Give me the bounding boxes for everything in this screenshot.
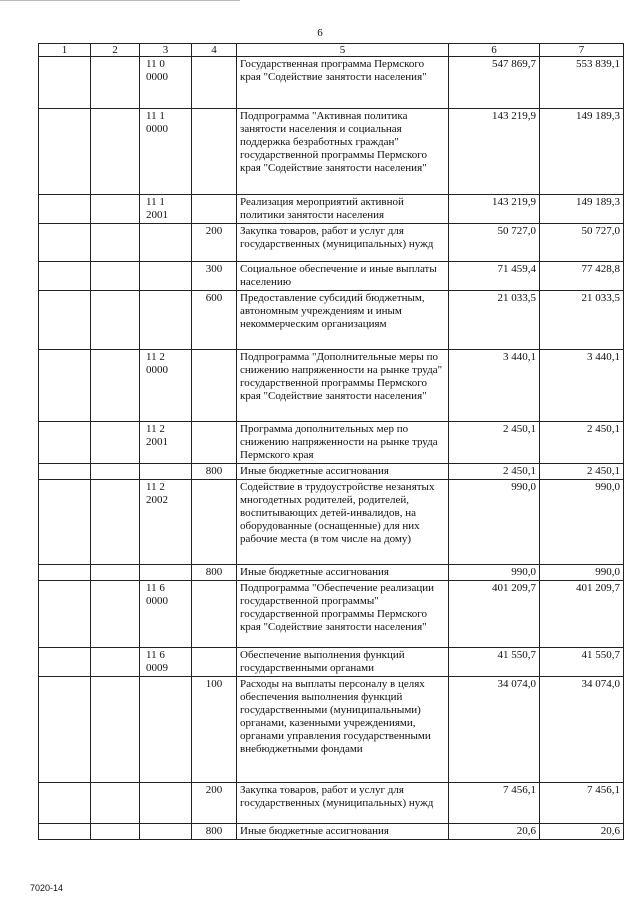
cell-col1	[39, 109, 91, 195]
cell-col2	[91, 581, 140, 648]
cell-col2	[91, 480, 140, 565]
cell-name: Социальное обеспечение и иные выплаты населению	[237, 262, 449, 291]
footer-code: 7020-14	[30, 883, 64, 893]
cell-name: Программа дополнительных мер по снижению напряженности на рынке труда Пермского края	[237, 422, 449, 464]
cell-target-code	[140, 565, 192, 581]
cell-amount-col6: 21 033,5	[449, 291, 540, 350]
cell-col2	[91, 224, 140, 262]
cell-amount-col6: 71 459,4	[449, 262, 540, 291]
header-row	[39, 44, 624, 57]
budget-table	[38, 43, 624, 840]
column-header: 6	[449, 44, 540, 57]
cell-target-code: 11 6 0009	[140, 648, 192, 677]
cell-expense-type: 800	[192, 565, 237, 581]
cell-name: Иные бюджетные ассигнования	[237, 464, 449, 480]
cell-name: Обеспечение выполнения функций государственными органами	[237, 648, 449, 677]
cell-name: Государственная программа Пермского края "Содействие занятости населения"	[237, 57, 449, 109]
cell-name: Закупка товаров, работ и услуг для государственных (муниципальных) нужд	[237, 783, 449, 824]
cell-target-code: 11 2 2001	[140, 422, 192, 464]
cell-amount-col7: 990,0	[540, 565, 624, 581]
cell-col2	[91, 422, 140, 464]
cell-amount-col7: 20,6	[540, 824, 624, 840]
cell-target-code	[140, 783, 192, 824]
cell-target-code: 11 1 0000	[140, 109, 192, 195]
cell-col2	[91, 195, 140, 224]
cell-amount-col6: 547 869,7	[449, 57, 540, 109]
column-header: 7	[540, 44, 624, 57]
cell-target-code	[140, 824, 192, 840]
cell-amount-col7: 2 450,1	[540, 422, 624, 464]
cell-col1	[39, 422, 91, 464]
cell-amount-col6: 41 550,7	[449, 648, 540, 677]
cell-amount-col7: 3 440,1	[540, 350, 624, 422]
cell-amount-col7: 77 428,8	[540, 262, 624, 291]
cell-expense-type: 100	[192, 677, 237, 783]
cell-amount-col6: 7 456,1	[449, 783, 540, 824]
cell-expense-type: 300	[192, 262, 237, 291]
cell-target-code: 11 2 2002	[140, 480, 192, 565]
cell-col2	[91, 109, 140, 195]
table-row	[39, 824, 624, 840]
cell-target-code	[140, 464, 192, 480]
cell-amount-col7: 50 727,0	[540, 224, 624, 262]
cell-amount-col6: 990,0	[449, 480, 540, 565]
cell-amount-col6: 20,6	[449, 824, 540, 840]
cell-amount-col7: 7 456,1	[540, 783, 624, 824]
table-row	[39, 422, 624, 464]
cell-expense-type: 600	[192, 291, 237, 350]
cell-col1	[39, 224, 91, 262]
cell-target-code	[140, 677, 192, 783]
table-row	[39, 262, 624, 291]
cell-col1	[39, 464, 91, 480]
cell-col2	[91, 464, 140, 480]
cell-name: Реализация мероприятий активной политики занятости населения	[237, 195, 449, 224]
cell-amount-col6: 143 219,9	[449, 195, 540, 224]
cell-amount-col7: 401 209,7	[540, 581, 624, 648]
cell-amount-col6: 143 219,9	[449, 109, 540, 195]
table-row	[39, 677, 624, 783]
cell-amount-col7: 34 074,0	[540, 677, 624, 783]
table-row	[39, 195, 624, 224]
cell-expense-type	[192, 480, 237, 565]
cell-amount-col7: 149 189,3	[540, 109, 624, 195]
cell-col2	[91, 565, 140, 581]
table-row	[39, 57, 624, 109]
cell-target-code: 11 6 0000	[140, 581, 192, 648]
cell-name: Предоставление субсидий бюджетным, автономным учреждениям и иным некоммерческим организациям	[237, 291, 449, 350]
page-number: 6	[317, 27, 323, 39]
cell-col2	[91, 291, 140, 350]
column-header: 2	[91, 44, 140, 57]
cell-expense-type	[192, 422, 237, 464]
cell-target-code	[140, 262, 192, 291]
cell-name: Расходы на выплаты персоналу в целях обеспечения выполнения функций государственными (муниципальными) органами, казенными учреждениями, органами управления государственными внебюджетными фондами	[237, 677, 449, 783]
cell-col2	[91, 57, 140, 109]
table-row	[39, 291, 624, 350]
cell-target-code	[140, 291, 192, 350]
table-row	[39, 224, 624, 262]
cell-col1	[39, 565, 91, 581]
cell-expense-type	[192, 581, 237, 648]
cell-expense-type	[192, 648, 237, 677]
column-header: 5	[237, 44, 449, 57]
cell-col1	[39, 677, 91, 783]
cell-expense-type	[192, 109, 237, 195]
cell-expense-type: 200	[192, 783, 237, 824]
cell-expense-type: 800	[192, 464, 237, 480]
cell-col2	[91, 648, 140, 677]
cell-amount-col7: 990,0	[540, 480, 624, 565]
table-row	[39, 464, 624, 480]
cell-amount-col6: 3 440,1	[449, 350, 540, 422]
cell-col1	[39, 480, 91, 565]
cell-expense-type	[192, 195, 237, 224]
cell-col1	[39, 648, 91, 677]
cell-amount-col6: 2 450,1	[449, 464, 540, 480]
table-row	[39, 350, 624, 422]
top-rule	[0, 0, 240, 1]
cell-name: Подпрограмма "Дополнительные меры по снижению напряженности на рынке труда" государственной программы Пермского края "Содействие занятости населения"	[237, 350, 449, 422]
cell-amount-col6: 34 074,0	[449, 677, 540, 783]
cell-col1	[39, 291, 91, 350]
cell-amount-col7: 149 189,3	[540, 195, 624, 224]
cell-amount-col6: 2 450,1	[449, 422, 540, 464]
cell-col1	[39, 195, 91, 224]
cell-expense-type: 800	[192, 824, 237, 840]
cell-col1	[39, 581, 91, 648]
column-header: 1	[39, 44, 91, 57]
cell-col1	[39, 350, 91, 422]
cell-expense-type	[192, 57, 237, 109]
cell-col1	[39, 783, 91, 824]
cell-amount-col7: 21 033,5	[540, 291, 624, 350]
cell-amount-col7: 41 550,7	[540, 648, 624, 677]
cell-col1	[39, 262, 91, 291]
cell-col1	[39, 824, 91, 840]
cell-name: Закупка товаров, работ и услуг для государственных (муниципальных) нужд	[237, 224, 449, 262]
cell-col2	[91, 350, 140, 422]
table-row	[39, 581, 624, 648]
cell-name: Подпрограмма "Обеспечение реализации государственной программы" государственной программы Пермского края "Содействие занятости населения"	[237, 581, 449, 648]
cell-name: Иные бюджетные ассигнования	[237, 824, 449, 840]
cell-amount-col7: 2 450,1	[540, 464, 624, 480]
cell-target-code: 11 1 2001	[140, 195, 192, 224]
column-header: 3	[140, 44, 192, 57]
cell-col2	[91, 262, 140, 291]
cell-target-code: 11 2 0000	[140, 350, 192, 422]
cell-col2	[91, 783, 140, 824]
cell-target-code: 11 0 0000	[140, 57, 192, 109]
cell-expense-type: 200	[192, 224, 237, 262]
table-row	[39, 565, 624, 581]
table-row	[39, 109, 624, 195]
table-row	[39, 783, 624, 824]
cell-amount-col6: 401 209,7	[449, 581, 540, 648]
table-row	[39, 480, 624, 565]
cell-target-code	[140, 224, 192, 262]
cell-amount-col6: 990,0	[449, 565, 540, 581]
cell-name: Подпрограмма "Активная политика занятости населения и социальная поддержка безработных граждан" государственной программы Пермского края "Содействие занятости населения"	[237, 109, 449, 195]
cell-col2	[91, 677, 140, 783]
cell-col2	[91, 824, 140, 840]
column-header: 4	[192, 44, 237, 57]
cell-name: Содействие в трудоустройстве незанятых многодетных родителей, родителей, воспитывающих детей-инвалидов, на оборудованные (оснащенные) для них рабочие места (в том числе на дому)	[237, 480, 449, 565]
table-row	[39, 648, 624, 677]
cell-amount-col6: 50 727,0	[449, 224, 540, 262]
cell-col1	[39, 57, 91, 109]
cell-expense-type	[192, 350, 237, 422]
cell-amount-col7: 553 839,1	[540, 57, 624, 109]
cell-name: Иные бюджетные ассигнования	[237, 565, 449, 581]
